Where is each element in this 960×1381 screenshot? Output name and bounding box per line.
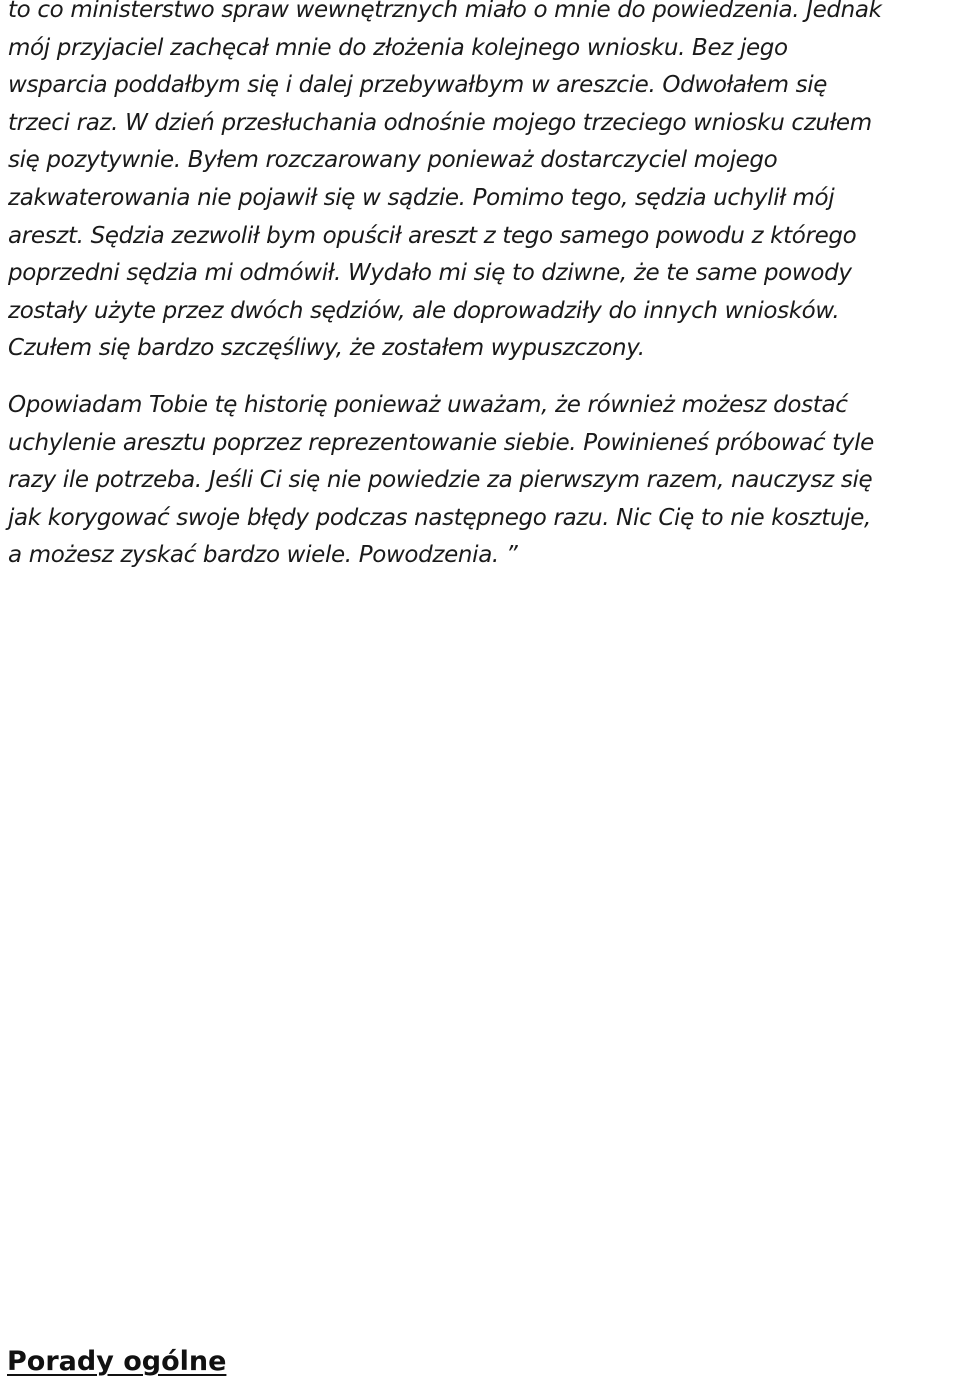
paragraph-1 (8, 0, 958, 368)
text-line: trzeci raz. W dzień przesłuchania odnośnie mojego trzeciego wniosku czułem (8, 109, 872, 136)
text-line: poprzedni sędzia mi odmówił. Wydało mi się to dziwne, że te same powody (8, 260, 852, 287)
text-line: jak korygować swoje błędy podczas następnego razu. Nic Cię to nie kosztuje, (8, 504, 871, 531)
paragraph-spacer (8, 368, 958, 387)
text-line: razy ile potrzeba. Jeśli Ci się nie powiedzie za pierwszym razem, nauczysz się (8, 467, 873, 494)
text-line: Czułem się bardzo szczęśliwy, że zostałem wypuszczony. (8, 335, 645, 362)
document-body (8, 0, 958, 575)
text-line: areszt. Sędzia zezwolił bym opuścił areszt z tego samego powodu z którego (8, 222, 857, 249)
paragraph-2 (8, 387, 958, 575)
text-line: a możesz zyskać bardzo wiele. Powodzenia. ” (8, 542, 518, 569)
section-heading: Porady ogólne (7, 1346, 227, 1377)
text-line: Opowiadam Tobie tę historię ponieważ uważam, że również możesz dostać (8, 391, 848, 418)
text-line: wsparcia poddałbym się i dalej przebywałbym w areszcie. Odwołałem się (8, 72, 828, 99)
text-line: to co ministerstwo spraw wewnętrznych miało o mnie do powiedzenia. Jednak (8, 0, 882, 23)
text-line: zakwaterowania nie pojawił się w sądzie. Pomimo tego, sędzia uchylił mój (8, 184, 835, 211)
text-line: się pozytywnie. Byłem rozczarowany ponieważ dostarczyciel mojego (8, 147, 778, 174)
text-line: mój przyjaciel zachęcał mnie do złożenia kolejnego wniosku. Bez jego (8, 34, 788, 61)
text-line: uchylenie aresztu poprzez reprezentowanie siebie. Powinieneś próbować tyle (8, 429, 874, 456)
text-line: zostały użyte przez dwóch sędziów, ale doprowadziły do innych wniosków. (8, 297, 840, 324)
